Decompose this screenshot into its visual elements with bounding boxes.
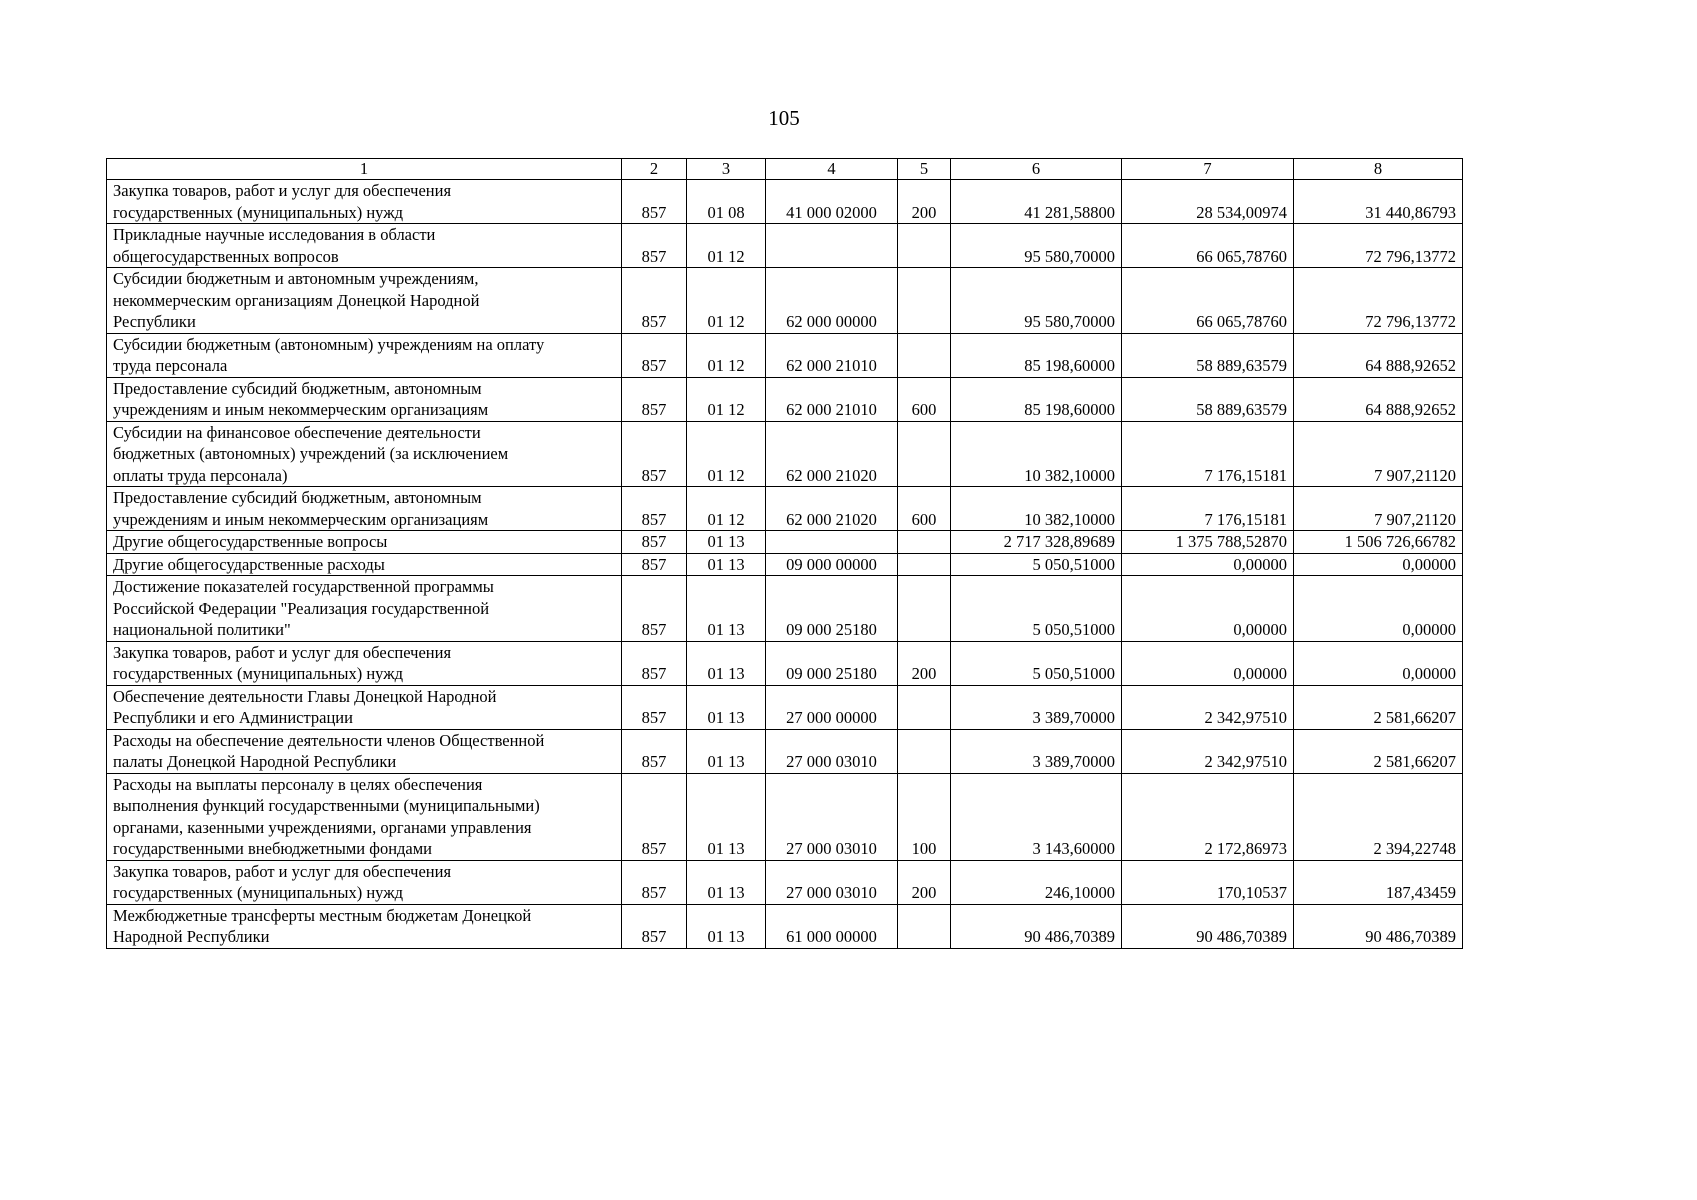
- table-body: [107, 180, 1463, 949]
- description-cell: [107, 333, 622, 377]
- section-code-cell: 01 12: [687, 268, 766, 334]
- table-row: [107, 576, 1463, 642]
- amount-col7-cell: 2 342,97510: [1122, 729, 1294, 773]
- description-line: Закупка товаров, работ и услуг для обеспечения: [113, 861, 452, 881]
- amount-col7-cell: 0,00000: [1122, 553, 1294, 576]
- column-header-5: 5: [898, 159, 951, 180]
- description-line: учреждениям и иным некоммерческим организациям: [113, 400, 489, 419]
- description-line: Субсидии бюджетным и автономным учреждениям,: [113, 269, 479, 288]
- description-line: оплаты труда персонала): [113, 465, 288, 485]
- section-code-cell: 01 13: [687, 685, 766, 729]
- description-line: общегосударственных вопросов: [113, 246, 339, 266]
- table-row: [107, 224, 1463, 268]
- description-line: Субсидии на финансовое обеспечение деятельности: [113, 422, 481, 442]
- amount-col6-cell: 2 717 328,89689: [951, 531, 1122, 554]
- admin-code-cell: 857: [622, 576, 687, 642]
- expense-type-cell: [898, 333, 951, 377]
- target-article-cell: 27 000 00000: [766, 685, 898, 729]
- amount-col6-cell: 3 389,70000: [951, 729, 1122, 773]
- amount-col6-cell: 5 050,51000: [951, 553, 1122, 576]
- amount-col6-cell: 10 382,10000: [951, 421, 1122, 487]
- section-code-cell: 01 12: [687, 333, 766, 377]
- expense-type-cell: 200: [898, 641, 951, 685]
- amount-col6-cell: 246,10000: [951, 860, 1122, 904]
- section-code-cell: 01 13: [687, 641, 766, 685]
- section-code-cell: 01 12: [687, 224, 766, 268]
- amount-col7-cell: 28 534,00974: [1122, 180, 1294, 224]
- section-code-cell: 01 13: [687, 729, 766, 773]
- table-row: [107, 421, 1463, 487]
- description-cell: [107, 377, 622, 421]
- description-line: Расходы на обеспечение деятельности членов Общественной: [113, 730, 545, 750]
- table-row: [107, 333, 1463, 377]
- description-line: труда персонала: [113, 356, 228, 375]
- amount-col6-cell: 5 050,51000: [951, 576, 1122, 642]
- amount-col7-cell: 0,00000: [1122, 576, 1294, 642]
- target-article-cell: 62 000 21020: [766, 421, 898, 487]
- column-header-4: 4: [766, 159, 898, 180]
- admin-code-cell: 857: [622, 553, 687, 576]
- amount-col8-cell: 72 796,13772: [1294, 224, 1463, 268]
- description-line: Народной Республики: [113, 927, 270, 946]
- description-line: выполнения функций государственными (муниципальными): [113, 796, 540, 815]
- table-row: [107, 685, 1463, 729]
- expense-type-cell: 600: [898, 487, 951, 531]
- target-article-cell: 27 000 03010: [766, 773, 898, 860]
- section-code-cell: 01 08: [687, 180, 766, 224]
- amount-col7-cell: 2 172,86973: [1122, 773, 1294, 860]
- column-header-6: 6: [951, 159, 1122, 180]
- amount-col7-cell: 66 065,78760: [1122, 224, 1294, 268]
- amount-col7-cell: 170,10537: [1122, 860, 1294, 904]
- description-line: государственных (муниципальных) нужд: [113, 883, 403, 902]
- page-number: 105: [768, 106, 800, 130]
- description-cell: [107, 641, 622, 685]
- expense-type-cell: 100: [898, 773, 951, 860]
- section-code-cell: 01 13: [687, 531, 766, 554]
- admin-code-cell: 857: [622, 487, 687, 531]
- target-article-cell: 09 000 00000: [766, 553, 898, 576]
- amount-col6-cell: 95 580,70000: [951, 224, 1122, 268]
- column-header-7: 7: [1122, 159, 1294, 180]
- amount-col7-cell: 2 342,97510: [1122, 685, 1294, 729]
- admin-code-cell: 857: [622, 180, 687, 224]
- table-row: [107, 773, 1463, 860]
- table-row: [107, 553, 1463, 576]
- amount-col8-cell: 7 907,21120: [1294, 421, 1463, 487]
- amount-col6-cell: 3 389,70000: [951, 685, 1122, 729]
- amount-col7-cell: 0,00000: [1122, 641, 1294, 685]
- description-line: органами, казенными учреждениями, органами управления: [113, 817, 532, 837]
- amount-col6-cell: 41 281,58800: [951, 180, 1122, 224]
- amount-col8-cell: 0,00000: [1294, 576, 1463, 642]
- amount-col8-cell: 72 796,13772: [1294, 268, 1463, 334]
- description-cell: [107, 729, 622, 773]
- target-article-cell: 62 000 21010: [766, 333, 898, 377]
- description-line: Достижение показателей государственной программы: [113, 577, 494, 596]
- column-number-row: [107, 159, 1463, 180]
- admin-code-cell: 857: [622, 531, 687, 554]
- description-line: Закупка товаров, работ и услуг для обеспечения: [113, 642, 452, 662]
- admin-code-cell: 857: [622, 333, 687, 377]
- target-article-cell: 62 000 21010: [766, 377, 898, 421]
- description-line: национальной политики": [113, 620, 291, 639]
- table-row: [107, 860, 1463, 904]
- table-row: [107, 729, 1463, 773]
- expense-type-cell: [898, 531, 951, 554]
- description-line: Республики и его Администрации: [113, 708, 353, 727]
- section-code-cell: 01 12: [687, 421, 766, 487]
- expense-type-cell: [898, 268, 951, 334]
- target-article-cell: 09 000 25180: [766, 576, 898, 642]
- description-line: Республики: [113, 312, 196, 331]
- amount-col6-cell: 95 580,70000: [951, 268, 1122, 334]
- table-row: [107, 268, 1463, 334]
- admin-code-cell: 857: [622, 377, 687, 421]
- amount-col8-cell: 2 394,22748: [1294, 773, 1463, 860]
- target-article-cell: 61 000 00000: [766, 904, 898, 948]
- amount-col7-cell: 90 486,70389: [1122, 904, 1294, 948]
- expense-type-cell: [898, 576, 951, 642]
- description-line: Межбюджетные трансферты местным бюджетам Донецкой: [113, 905, 532, 925]
- amount-col6-cell: 85 198,60000: [951, 333, 1122, 377]
- description-cell: [107, 576, 622, 642]
- amount-col6-cell: 3 143,60000: [951, 773, 1122, 860]
- description-cell: [107, 553, 622, 576]
- expense-type-cell: [898, 685, 951, 729]
- amount-col6-cell: 85 198,60000: [951, 377, 1122, 421]
- amount-col6-cell: 90 486,70389: [951, 904, 1122, 948]
- section-code-cell: 01 13: [687, 860, 766, 904]
- target-article-cell: [766, 224, 898, 268]
- column-header-1: 1: [107, 159, 622, 180]
- amount-col6-cell: 10 382,10000: [951, 487, 1122, 531]
- description-cell: [107, 268, 622, 334]
- admin-code-cell: 857: [622, 729, 687, 773]
- description-line: Другие общегосударственные расходы: [113, 554, 385, 574]
- expense-type-cell: [898, 224, 951, 268]
- column-header-8: 8: [1294, 159, 1463, 180]
- amount-col8-cell: 7 907,21120: [1294, 487, 1463, 531]
- admin-code-cell: 857: [622, 773, 687, 860]
- amount-col8-cell: 0,00000: [1294, 641, 1463, 685]
- target-article-cell: 27 000 03010: [766, 729, 898, 773]
- table-row: [107, 487, 1463, 531]
- expense-type-cell: [898, 729, 951, 773]
- description-line: Закупка товаров, работ и услуг для обеспечения: [113, 181, 452, 200]
- target-article-cell: 09 000 25180: [766, 641, 898, 685]
- amount-col6-cell: 5 050,51000: [951, 641, 1122, 685]
- expense-type-cell: 600: [898, 377, 951, 421]
- amount-col8-cell: 187,43459: [1294, 860, 1463, 904]
- description-cell: [107, 224, 622, 268]
- column-header-3: 3: [687, 159, 766, 180]
- description-line: Обеспечение деятельности Главы Донецкой Народной: [113, 686, 497, 706]
- section-code-cell: 01 13: [687, 904, 766, 948]
- amount-col8-cell: 64 888,92652: [1294, 333, 1463, 377]
- admin-code-cell: 857: [622, 268, 687, 334]
- description-line: государственных (муниципальных) нужд: [113, 664, 403, 683]
- section-code-cell: 01 12: [687, 377, 766, 421]
- description-cell: [107, 180, 622, 224]
- table-row: [107, 180, 1463, 224]
- description-cell: [107, 531, 622, 554]
- description-line: государственных (муниципальных) нужд: [113, 202, 403, 222]
- expense-type-cell: 200: [898, 860, 951, 904]
- description-line: государственными внебюджетными фондами: [113, 839, 433, 858]
- description-cell: [107, 860, 622, 904]
- admin-code-cell: 857: [622, 224, 687, 268]
- table-row: [107, 531, 1463, 554]
- expense-type-cell: 200: [898, 180, 951, 224]
- section-code-cell: 01 12: [687, 487, 766, 531]
- admin-code-cell: 857: [622, 685, 687, 729]
- amount-col7-cell: 1 375 788,52870: [1122, 531, 1294, 554]
- description-line: палаты Донецкой Народной Республики: [113, 752, 397, 771]
- description-cell: [107, 421, 622, 487]
- description-line: бюджетных (автономных) учреждений (за исключением: [113, 444, 509, 463]
- amount-col7-cell: 58 889,63579: [1122, 377, 1294, 421]
- description-line: Субсидии бюджетным (автономным) учреждениям на оплату: [113, 334, 545, 354]
- description-line: Прикладные научные исследования в области: [113, 225, 436, 244]
- admin-code-cell: 857: [622, 641, 687, 685]
- admin-code-cell: 857: [622, 860, 687, 904]
- budget-table: [106, 158, 1463, 949]
- amount-col8-cell: 1 506 726,66782: [1294, 531, 1463, 554]
- section-code-cell: 01 13: [687, 576, 766, 642]
- section-code-cell: 01 13: [687, 553, 766, 576]
- description-line: Предоставление субсидий бюджетным, автономным: [113, 488, 482, 507]
- description-line: некоммерческим организациям Донецкой Народной: [113, 290, 480, 310]
- description-cell: [107, 904, 622, 948]
- table-row: [107, 377, 1463, 421]
- description-line: Российской Федерации "Реализация государственной: [113, 598, 490, 618]
- target-article-cell: 62 000 21020: [766, 487, 898, 531]
- target-article-cell: 41 000 02000: [766, 180, 898, 224]
- expense-type-cell: [898, 904, 951, 948]
- admin-code-cell: 857: [622, 421, 687, 487]
- amount-col8-cell: 0,00000: [1294, 553, 1463, 576]
- description-line: Расходы на выплаты персоналу в целях обеспечения: [113, 774, 483, 794]
- amount-col8-cell: 90 486,70389: [1294, 904, 1463, 948]
- description-cell: [107, 773, 622, 860]
- admin-code-cell: 857: [622, 904, 687, 948]
- description-cell: [107, 685, 622, 729]
- amount-col8-cell: 2 581,66207: [1294, 685, 1463, 729]
- description-line: Другие общегосударственные вопросы: [113, 532, 388, 551]
- amount-col7-cell: 7 176,15181: [1122, 421, 1294, 487]
- description-cell: [107, 487, 622, 531]
- amount-col8-cell: 64 888,92652: [1294, 377, 1463, 421]
- expense-type-cell: [898, 421, 951, 487]
- amount-col8-cell: 2 581,66207: [1294, 729, 1463, 773]
- table-row: [107, 641, 1463, 685]
- amount-col7-cell: 58 889,63579: [1122, 333, 1294, 377]
- amount-col7-cell: 7 176,15181: [1122, 487, 1294, 531]
- description-line: учреждениям и иным некоммерческим организациям: [113, 509, 489, 529]
- amount-col8-cell: 31 440,86793: [1294, 180, 1463, 224]
- expense-type-cell: [898, 553, 951, 576]
- description-line: Предоставление субсидий бюджетным, автономным: [113, 378, 482, 398]
- target-article-cell: 27 000 03010: [766, 860, 898, 904]
- table-row: [107, 904, 1463, 948]
- amount-col7-cell: 66 065,78760: [1122, 268, 1294, 334]
- section-code-cell: 01 13: [687, 773, 766, 860]
- target-article-cell: [766, 531, 898, 554]
- target-article-cell: 62 000 00000: [766, 268, 898, 334]
- column-header-2: 2: [622, 159, 687, 180]
